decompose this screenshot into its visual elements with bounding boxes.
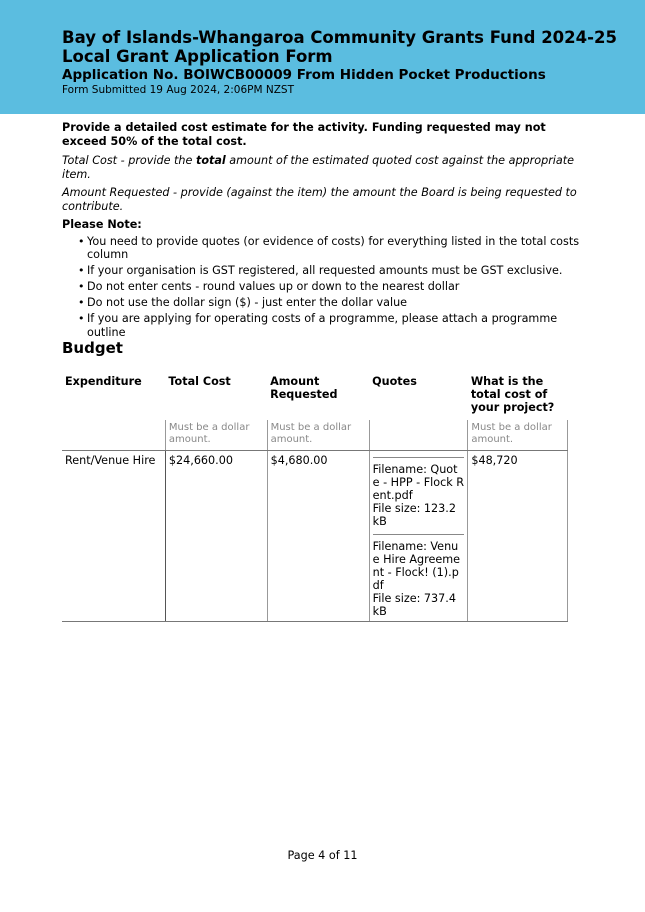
table-header-row bbox=[62, 373, 568, 420]
cell-amount-requested: $4,680.00 bbox=[267, 451, 369, 622]
hint-cell-empty bbox=[369, 420, 468, 451]
budget-table bbox=[62, 373, 568, 622]
total-cost-instruction bbox=[62, 154, 582, 181]
note-item: • Do not use the dollar sign ($) - just enter the dollar value bbox=[78, 296, 582, 310]
total-cost-suffix: amount of the estimated quoted cost against the appropriate item. bbox=[62, 154, 575, 181]
table-row bbox=[62, 451, 568, 622]
note-item: • You need to provide quotes (or evidence of costs) for everything listed in the total costs column bbox=[78, 235, 582, 262]
instructions-heading: Provide a detailed cost estimate for the activity. Funding requested may not exceed 50% of the total cost. bbox=[62, 121, 546, 148]
note-item: • If your organisation is GST registered, all requested amounts must be GST exclusive. bbox=[78, 264, 582, 278]
quote-filesize: File size: 737.4 kB bbox=[372, 592, 456, 618]
hint-cell: Must be a dollar amount. bbox=[165, 420, 267, 451]
budget-instructions bbox=[62, 121, 582, 342]
quote-filesize: File size: 123.2 kB bbox=[372, 502, 456, 528]
page-header bbox=[0, 0, 645, 114]
cell-expenditure: Rent/Venue Hire bbox=[62, 451, 165, 622]
total-cost-bold: total bbox=[195, 154, 226, 167]
col-expenditure: Expenditure bbox=[65, 375, 142, 388]
hint-cell-empty bbox=[62, 420, 165, 451]
col-amount-requested: Amount Requested bbox=[270, 375, 338, 401]
application-number: Application No. BOIWCB00009 From Hidden Pocket Productions bbox=[62, 67, 546, 83]
cell-quotes bbox=[369, 451, 468, 622]
col-quotes: Quotes bbox=[372, 375, 417, 388]
cell-total-cost: $24,660.00 bbox=[165, 451, 267, 622]
notes-list bbox=[62, 235, 582, 340]
quote-file[interactable] bbox=[373, 457, 465, 528]
page-number: Page 4 of 11 bbox=[287, 849, 358, 862]
submission-date: Form Submitted 19 Aug 2024, 2:06PM NZST bbox=[62, 84, 294, 96]
quote-filename[interactable]: Filename: Venue Hire Agreement - Flock! (1).pdf bbox=[372, 540, 461, 592]
note-item: • Do not enter cents - round values up or down to the nearest dollar bbox=[78, 280, 582, 294]
col-total-cost: Total Cost bbox=[168, 375, 231, 388]
amount-requested-instruction: Amount Requested - provide (against the item) the amount the Board is being requested to contribute. bbox=[62, 186, 577, 213]
total-cost-prefix: Total Cost - provide the bbox=[62, 154, 196, 167]
note-title: Please Note: bbox=[62, 218, 142, 231]
cell-project-total: $48,720 bbox=[468, 451, 568, 622]
hint-cell: Must be a dollar amount. bbox=[468, 420, 568, 451]
hint-cell: Must be a dollar amount. bbox=[267, 420, 369, 451]
quote-filename[interactable]: Filename: Quote - HPP - Flock Rent.pdf bbox=[372, 463, 465, 502]
hint-row bbox=[62, 420, 568, 451]
col-project-total: What is the total cost of your project? bbox=[470, 375, 555, 414]
budget-heading: Budget bbox=[62, 339, 123, 357]
form-title: Bay of Islands-Whangaroa Community Grants Fund 2024-25 Local Grant Application Form bbox=[62, 28, 617, 66]
quote-file[interactable] bbox=[373, 534, 465, 618]
note-item: • If you are applying for operating costs of a programme, please attach a programme outline bbox=[78, 312, 582, 339]
